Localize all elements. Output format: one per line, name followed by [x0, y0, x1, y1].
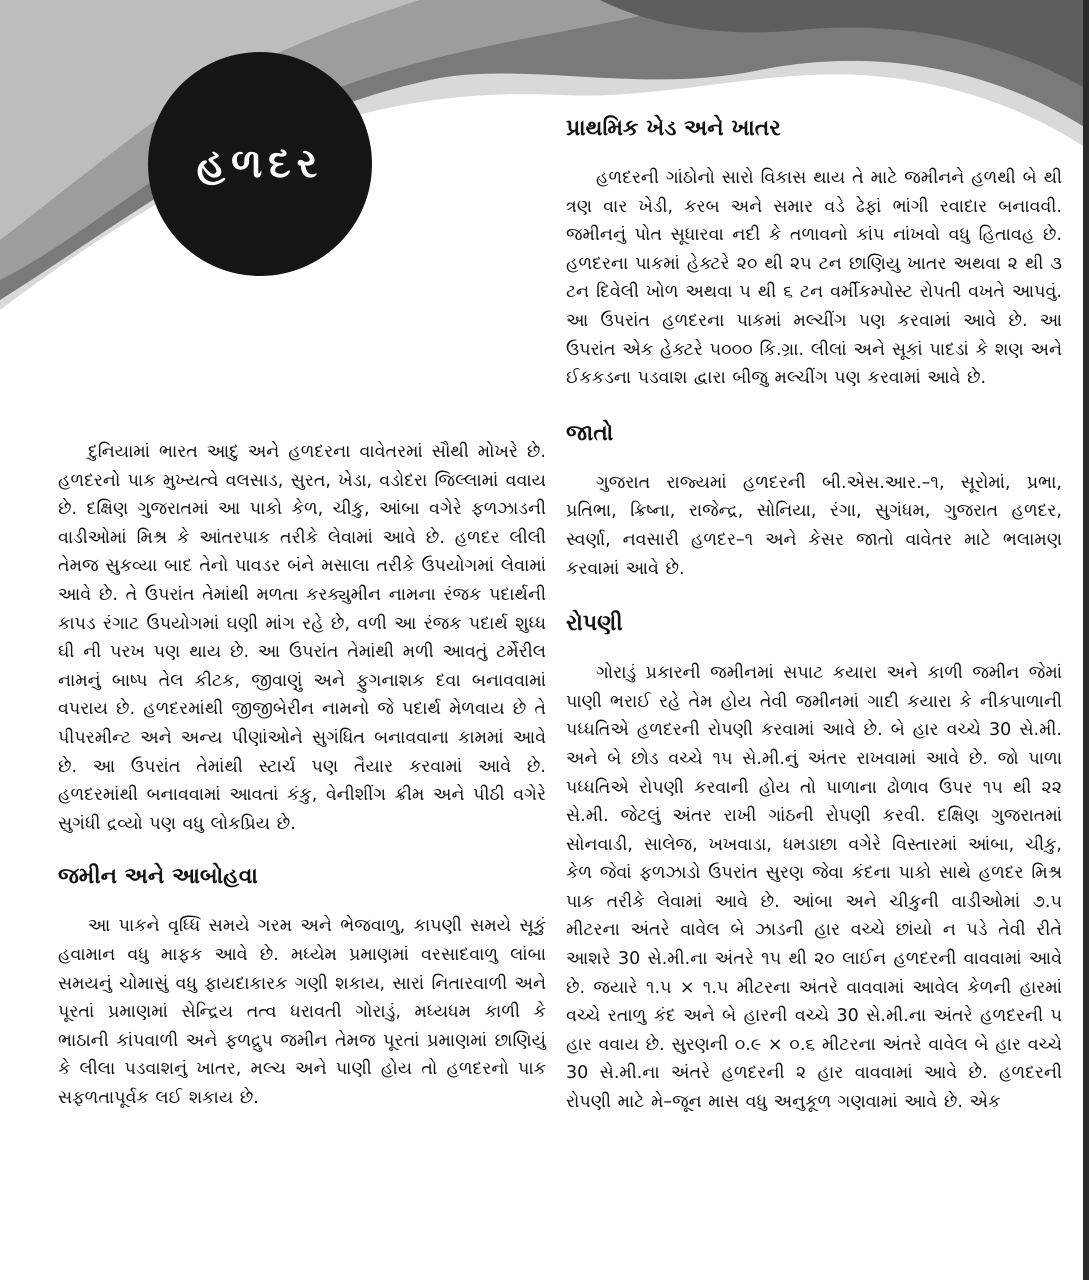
- tillage-paragraph: હળદરની ગાંઠોનો સારો વિકાસ થાય તે માટે જમીનને હળથી બે થી ત્રણ વાર ખેડી, કરબ અને સમાર વડે ઢેફાં ભાંગી રવાદાર બનાવવી. જમીનનું પોત સૂધારવા નદી કે તળાવનો કાંપ નાંખવો વધુ હિતાવહ છે. હળદરના પાકમાં હેક્ટરે ૨૦ થી ૨૫ ટન છાણિયુ ખાતર અથવા ૨ થી ૩ ટન દિવેલી ખોળ અથવા ૫ થી ૬ ટન વર્મીકમ્પોસ્ટ રોપતી વખતે આપવું. આ ઉપરાંત હળદરના પાકમાં મલ્ચીંગ પણ કરવામાં આવે છે. આ ઉપરાંત એક હેક્ટરે ૫૦૦૦ કિ.ગ્રા. લીલાં અને સૂકાં પાદડાં કે શણ અને ઈકકડના પડવાશ દ્વારા બીજુ મલ્ચીંગ પણ કરવામાં આવે છે.: [566, 168, 1062, 389]
- title-badge: [148, 52, 372, 276]
- tillage-heading: પ્રાથમિક ખેડ અને ખાતર: [566, 116, 781, 141]
- planting-heading: રોપણી: [566, 611, 623, 637]
- intro-paragraph: દુનિયામાં ભારત આદુ અને હળદરના વાવેતરમાં સૌથી મોખરે છે. હળદરનો પાક મુખ્યત્વે વલસાડ, સુરત, ખેડા, વડોદરા જિલ્લામાં વવાય છે. દક્ષિણ ગુજરાતમાં આ પાકો કેળ, ચીકુ, આંબા વગેરે ફળઝાડની વાડીઓમાં મિશ્ર કે આંતરપાક તરીકે લેવામાં આવે છે. હળદર લીલી તેમજ સુકવ્યા બાદ તેનો પાવડર બંને મસાલા તરીકે ઉપયોગમાં લેવામાં આવે છે. તે ઉપરાંત તેમાંથી મળતા કરક્યુમીન નામના રંજક પદાર્થની કાપડ રંગાટ ઉપયોગમાં ઘણી માંગ રહે છે, વળી આ રંજક પદાર્થ શુધ્ધ ઘી ની પરખ પણ થાય છે. આ ઉપરાંત તેમાંથી મળી આવતું ટર્મેરીલ નામનું બાષ્પ તેલ કીટક, જીવાણું અને ફુગનાશક દવા બનાવવામાં વપરાય છે. હળદરમાંથી જીજીબેરીન નામનો જે પદાર્થ મેળવાય છે તે પીપરમીન્ટ અને અન્ય પીણાંઓને સુગંધિત બનાવવાના કામમાં આવે છે. આ ઉપરાંત તેમાંથી સ્ટાર્ચ પણ તૈયાર કરવામાં આવે છે. હળદરમાંથી બનાવવામાં આવતાં કંકુ, વેનીશીંગ ક્રીમ અને પીઠી વગેરે સુગંધી દ્રવ્યો પણ વધુ લોકપ્રિય છે.: [58, 442, 546, 834]
- varieties-paragraph: ગુજરાત રાજ્યમાં હળદરની બી.એસ.આર.–૧, સૂરોમાં, પ્રભા, પ્રતિભા, ક્રિષ્ના, રાજેન્દ્ર, સોનિયા, રંગા, સુગંધમ, ગુજરાત હળદર, સ્વર્ણા, નવસારી હળદર–૧ અને કેસર જાતો વાવેતર માટે ભલામણ કરવામાં આવે છે.: [566, 472, 1062, 579]
- planting-paragraph: ગોરાડું પ્રકારની જમીનમાં સપાટ કયારા અને કાળી જમીન જેમાં પાણી ભરાઈ રહે તેમ હોય તેવી જમીનમાં ગાદી કયારા કે નીકપાળાની પધ્ધતિએ હળદરની રોપણી કરવામાં આવે છે. બે હાર વચ્ચે 30 સે.મી. અને બે છોડ વચ્ચે ૧૫ સે.મી.નું અંતર રાખવામાં આવે છે. જો પાળા પધ્ધતિએ રોપણી કરવાની હોય તો પાળાના ઢોળાવ ઉપર ૧૫ થી ૨૨ સે.મી. જેટલું અંતર રાખી ગાંઠની રોપણી કરવી. દક્ષિણ ગુજરાતમાં સોનવાડી, સાલેજ, ખખવાડા, ધમડાછા વગેરે વિસ્તારમાં આંબા, ચીકુ, કેળ જેવાં ફળઝાડો ઉપરાંત સુરણ જેવા કંદના પાકો સાથે હળદર મિશ્ર પાક તરીકે લેવામાં આવે છે. આંબા અને ચીકુની વાડીઓમાં ૭.૫ મીટરના અંતરે વાવેલ બે ઝાડની હાર વચ્ચે છાંયો ન પડે તેવી રીતે આશરે 30 સે.મી.ના અંતરે ૧૫ થી ૨૦ લાઈન હળદરની વાવવામાં આવે છે. જયારે ૧.૫ × ૧.૫ મીટરના અંતરે વાવવામાં આવેલ કેળની હારમાં વચ્ચે રતાળુ કંદ અને બે હારની વચ્ચે 30 સે.મી.ના અંતરે હળદરની ૫ હાર વવાય છે. સુરણની ૦.૯ × ૦.૬ મીટરના અંતરે વાવેલ બે હાર વચ્ચે 30 સે.મી.ના અંતરે હળદરની ૨ હાર વાવવામાં આવે છે. હળદરની રોપણી માટે મે–જૂન માસ વધુ અનુકૂળ ગણવામાં આવે છે. એક: [566, 663, 1062, 1113]
- climate-paragraph: આ પાકને વૃધ્ધિ સમયે ગરમ અને ભેજવાળુ, કાપણી સમયે સૂકું હવામાન વધુ માફક આવે છે. મધ્યેમ પ્રમાણમાં વરસાદવાળુ લાંબા સમયનું ચોમાસું વધુ ફાયદાકારક ગણી શકાય, સારાં નિતારવાળી અને પૂરતાં પ્રમાણમાં સેન્દ્રિય તત્વ ધરાવતી ગોરાડું, મધ્યધમ કાળી કે ભાઠાની કાંપવાળી અને ફળદ્રુપ જમીન તેમજ પૂરતાં પ્રમાણમાં છાણિયું કે લીલા પડવાશનું ખાતર, મલ્ચ અને પાણી હોય તો હળદરનો પાક સફળતાપૂર્વક લઈ શકાય છે.: [58, 916, 546, 1108]
- varieties-heading: જાતો: [566, 420, 614, 446]
- left-column: [58, 438, 546, 1112]
- page-title: હળદર: [196, 141, 324, 187]
- right-column: [566, 114, 1062, 1117]
- page-edge: [1083, 0, 1089, 1280]
- climate-heading: જમીન અને આબોહવા: [58, 864, 258, 890]
